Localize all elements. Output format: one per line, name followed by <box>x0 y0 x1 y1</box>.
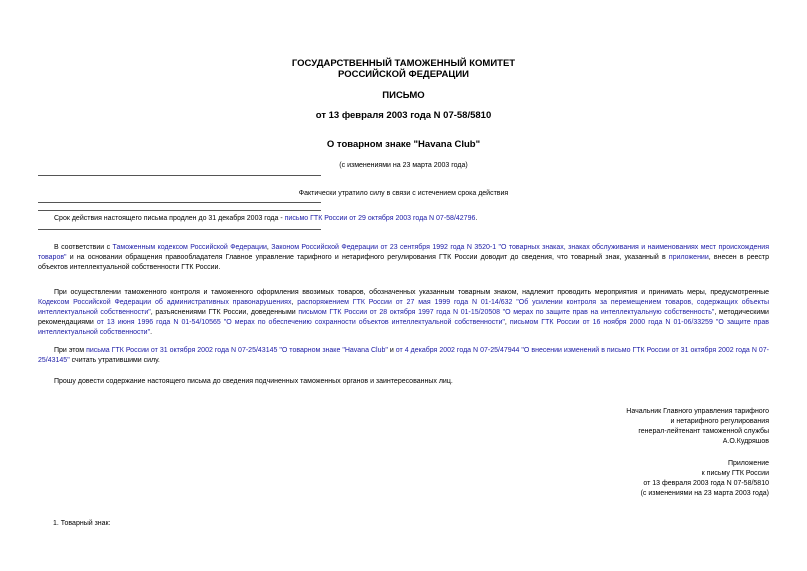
guidelines-1996-link[interactable]: от 13 июня 1996 года N 01-54/10565 "О мерах по обеспечению сохранности объектов интеллектуальной собственности" <box>96 319 505 326</box>
paragraph-2: При осуществлении таможенного контроля и таможенного оформления ввозимых товаров, обозначенных указанным товарным знаком, надлежит проводить мероприятия и принимать меры, предусмотренные Кодексом Российской Федерации об административных правонарушениях, распоряжением ГТК России от 27 мая 1999 года N 01-14/632 "Об усилении контроля за перемещением товаров, содержащих объекты интеллектуальной собственности", разъяснениями ГТК России, доведенными письмом ГТК России от 28 октября 1997 года N 01-15/20508 "О мерах по защите прав на интеллектуальную собственность", методическими рекомендациями от 13 июня 1996 года N 01-54/10565 "О мерах по обеспечению сохранности объектов интеллектуальной собственности", письмом ГТК России от 16 ноября 2000 года N 01-06/33259 "О защите прав интеллектуальной собственности". <box>38 289 770 336</box>
divider <box>38 202 321 203</box>
appendix-link[interactable]: приложении <box>668 254 709 261</box>
paragraph-3: При этом письма ГТК России от 31 октября 2002 года N 07-25/43145 "О товарном знаке "Havana Club" и от 4 декабря 2002 года N 07-25/47944 "О внесении изменений в письмо ГТК России от 31 октября 2002 года N 07-25/43145" считать утратившими силу. <box>38 347 769 364</box>
divider <box>38 175 321 176</box>
paragraph-4: Прошу довести содержание настоящего письма до сведения подчиненных таможенных органов и заинтересованных лиц. <box>54 378 453 385</box>
amendment-note: (с изменениями на 23 марта 2003 года) <box>339 162 468 169</box>
expiry-notice: Фактически утратило силу в связи с истечением срока действия <box>298 190 509 197</box>
issuer-line-1: ГОСУДАРСТВЕННЫЙ ТАМОЖЕННЫЙ КОМИТЕТ <box>291 58 516 69</box>
letter-2002-oct-link[interactable]: письма ГТК России от 31 октября 2002 года N 07-25/43145 "О товарном знаке "Havana Club" <box>86 347 388 354</box>
extension-letter-link[interactable]: письмо ГТК России от 29 октября 2003 года N 07-58/42796 <box>284 215 476 222</box>
appendix-item-1: 1. Товарный знак: <box>53 520 111 527</box>
document-type: ПИСЬМО <box>382 90 425 101</box>
trademark-law-link[interactable]: Законом Российской Федерации от 23 сентября 1992 года N 3520-1 "О товарных знаках, знаках обслуживания и наименованиях мест происхождения товаров" <box>38 244 770 261</box>
document-subject: О товарном знаке "Havana Club" <box>326 139 481 150</box>
order-1999-link[interactable]: распоряжением ГТК России от 27 мая 1999 года N 01-14/632 "Об усилении контроля за перемещением товаров, содержащих объекты интеллектуальной собственности" <box>38 299 770 316</box>
appendix-block: Приложение к письму ГТК России от 13 февраля 2003 года N 07-58/5810 (с изменениями на 23 марта 2003 года) <box>640 460 769 497</box>
letter-2002-dec-link[interactable]: от 4 декабря 2002 года N 07-25/47944 "О внесении изменений в письмо ГТК России от 31 октября 2002 года N 07-25/43145" <box>38 347 769 364</box>
signature-block: Начальник Главного управления тарифного и нетарифного регулирования генерал-лейтенант таможенной службы А.О.Кудряшов <box>626 408 769 445</box>
letter-1997-link[interactable]: письмом ГТК России от 28 октября 1997 года N 01-15/20508 "О мерах по защите прав на интеллектуальную собственность" <box>298 309 715 316</box>
extension-notice: Срок действия настоящего письма продлен до 31 декабря 2003 года - письмо ГТК России от 29 октября 2003 года N 07-58/42796. <box>54 215 478 222</box>
paragraph-1: В соответствии с Таможенным кодексом Российской Федерации, Законом Российской Федерации от 23 сентября 1992 года N 3520-1 "О товарных знаках, знаках обслуживания и наименованиях мест происхождения товаров" и на основании обращения правообладателя Главное управление тарифного и нетарифного регулирования ГТК России доводит до сведения, что товарный знак, указанный в приложении, внесен в реестр объектов интеллектуальной собственности ГТК России. <box>38 244 770 271</box>
customs-code-link[interactable]: Таможенным кодексом Российской Федерации <box>112 244 267 251</box>
document-date-number: от 13 февраля 2003 года N 07-58/5810 <box>315 110 492 121</box>
issuer-line-2: РОССИЙСКОЙ ФЕДЕРАЦИИ <box>337 69 469 80</box>
divider <box>38 210 321 211</box>
admin-code-link[interactable]: Кодексом Российской Федерации об административных правонарушениях <box>38 299 292 306</box>
letter-2000-link[interactable]: письмом ГТК России от 16 ноября 2000 года N 01-06/33259 "О защите прав интеллектуальной собственности" <box>38 319 769 336</box>
divider <box>38 229 321 230</box>
